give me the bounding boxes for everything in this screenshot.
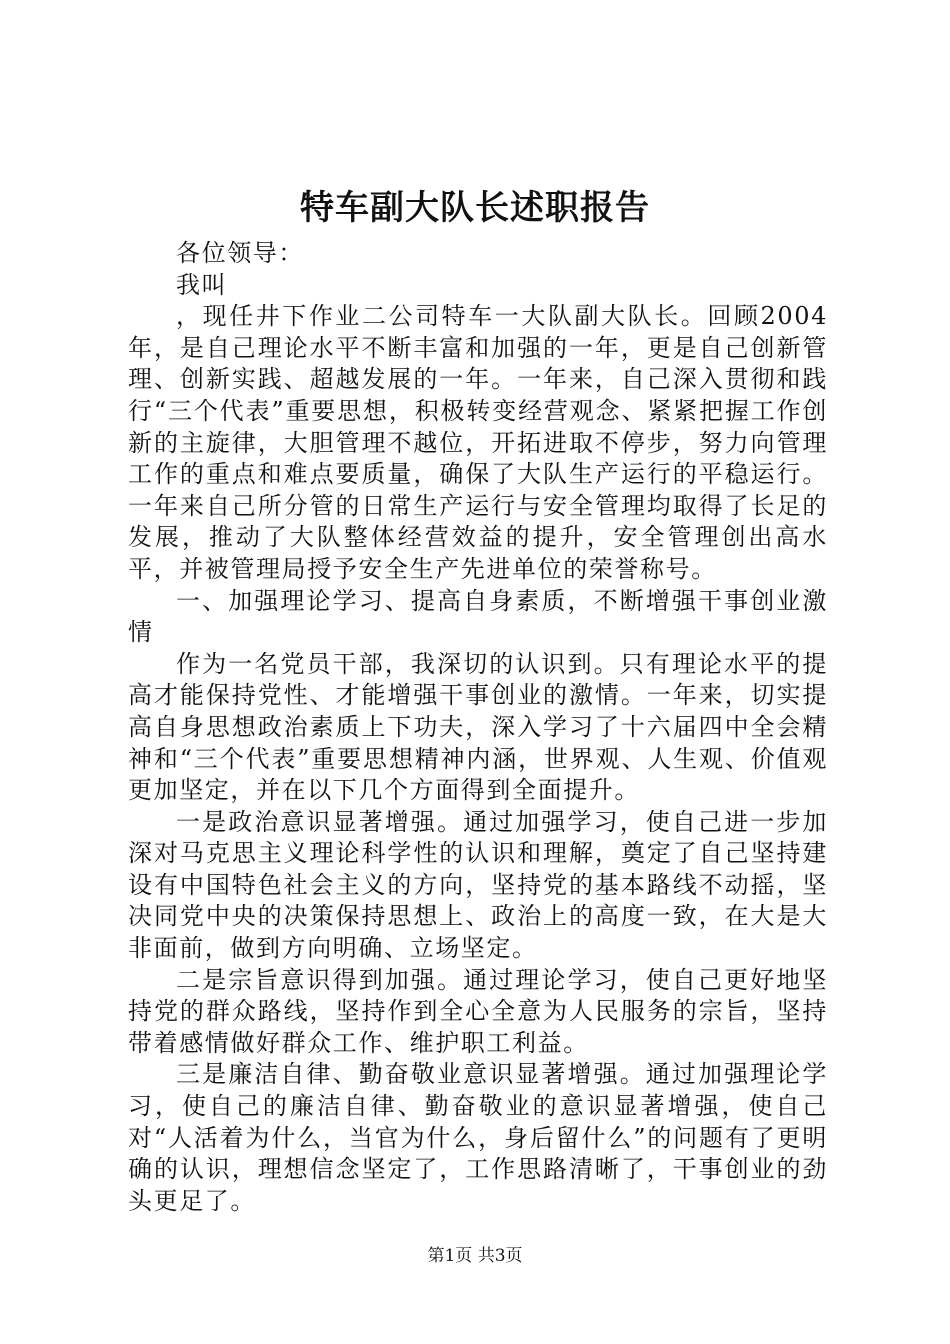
document-body	[128, 238, 828, 1217]
paragraph-summary: ，现任井下作业二公司特车一大队副大队长。回顾2004年，是自己理论水平不断丰富和加强的一年，更是自己创新管理、创新实践、超越发展的一年。一年来，自己深入贯彻和践行“三个代表”重要思想，积极转变经营观念、紧紧把握工作创新的主旋律，大胆管理不越位，开拓进取不停步，努力向管理工作的重点和难点要质量，确保了大队生产运行的平稳运行。一年来自己所分管的日常生产运行与安全管理均取得了长足的发展，推动了大队整体经营效益的提升，安全管理创出高水平，并被管理局授予安全生产先进单位的荣誉称号。	[128, 302, 828, 583]
section-heading-1: 一、加强理论学习、提高自身素质，不断增强干事创业激情	[128, 586, 828, 647]
paragraph-purpose-awareness: 二是宗旨意识得到加强。通过理论学习，使自己更好地坚持党的群众路线，坚持作到全心全意为人民服务的宗旨，坚持带着感情做好群众工作、维护职工利益。	[128, 965, 828, 1057]
paragraph-intro-name: 我叫	[176, 270, 228, 299]
paragraph-integrity: 三是廉洁自律、勤奋敬业意识显著增强。通过加强理论学习，使自己的廉洁自律、勤奋敬业的意识显著增强，使自己对“人活着为什么，当官为什么，身后留什么”的问题有了更明确的认识，理想信念坚定了，工作思路清晰了，干事创业的劲头更足了。	[128, 1060, 828, 1215]
paragraph-theory-study: 作为一名党员干部，我深切的认识到。只有理论水平的提高才能保持党性、才能增强干事创业的激情。一年来，切实提高自身思想政治素质上下功夫，深入学习了十六届四中全会精神和“三个代表”重要思想精神内涵，世界观、人生观、价值观更加坚定，并在以下几个方面得到全面提升。	[128, 649, 828, 805]
paragraph-political-awareness: 一是政治意识显著增强。通过加强学习，使自己进一步加深对马克思主义理论科学性的认识和理解，奠定了自己坚持建设有中国特色社会主义的方向，坚持党的基本路线不动摇，坚决同党中央的决策保持思想上、政治上的高度一致，在大是大非面前，做到方向明确、立场坚定。	[128, 807, 828, 963]
salutation: 各位领导：	[176, 239, 304, 267]
document-title: 特车副大队长述职报告	[300, 188, 650, 228]
page-number: 第1页 共3页	[427, 1246, 523, 1266]
